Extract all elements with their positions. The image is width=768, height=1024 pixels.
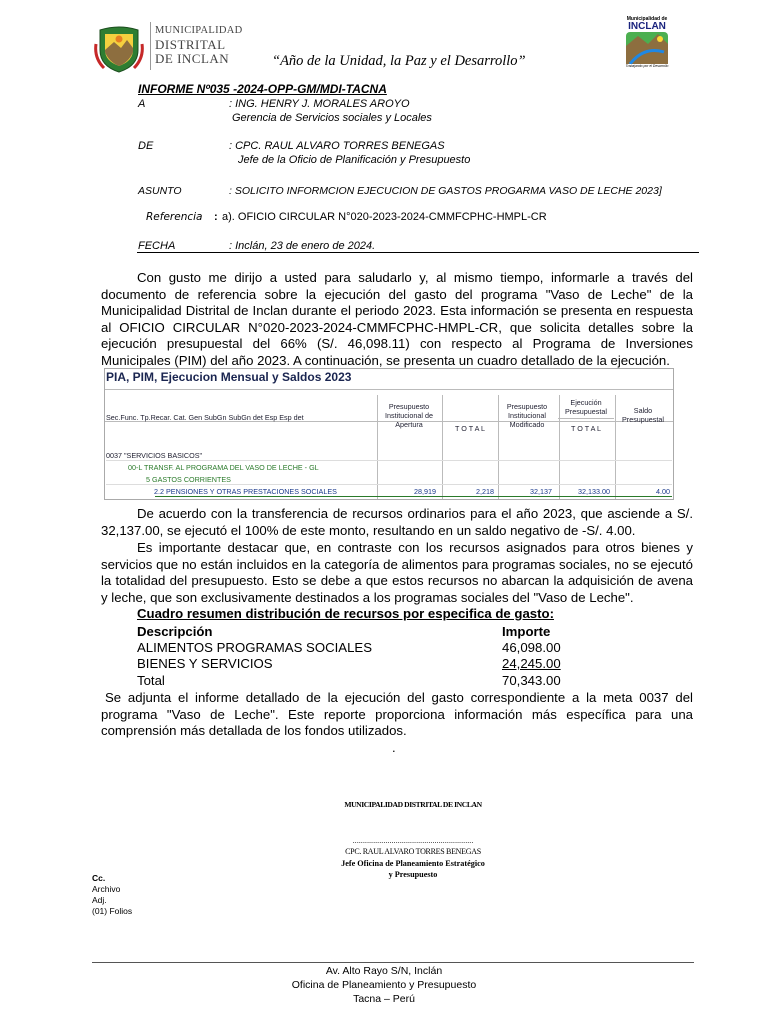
inclan-logo [620,16,674,76]
to-label: A [138,98,146,110]
summary-title: Cuadro resumen distribución de recursos por especifica de gasto: [137,606,554,621]
date-label: FECHA [138,240,176,252]
stray-dot: . [392,740,396,755]
header-pim: Presupuesto Institucional Modificado [506,402,548,429]
summary-row-amount: 46,098.00 [502,640,561,655]
table-code-headers: Sec.Func. Tp.Recar. Cat. Gen SubGn SubGn det Esp Esp det [106,413,304,422]
footer-city: Tacna – Perú [353,993,415,1005]
logo-landscape-icon [620,32,674,64]
value-ejecucion: 32,133.00 [578,487,610,496]
summary-row-amount: 24,245.00 [502,656,561,671]
value-total-1: 2,218 [476,487,494,496]
footer-rule [92,962,694,963]
table-title: PIA, PIM, Ejecucion Mensual y Saldos 2023 [106,370,352,384]
to-role: Gerencia de Servicios sociales y Locales [232,112,432,124]
header-pia: Presupuesto Institucional de Apertura [385,402,433,429]
reference-label: Referencia [146,211,203,223]
header-total-1: T O T A L [455,424,485,433]
year-motto: “Año de la Unidad, la Paz y el Desarrollo” [272,53,526,69]
summary-header-desc: Descripción [137,624,213,639]
summary-total-amount: 70,343.00 [502,673,561,688]
cc-archivo: Archivo [92,884,121,894]
cc-folios: (01) Folios [92,906,133,916]
row-gastos-corrientes: 5 GASTOS CORRIENTES [146,475,231,484]
municipal-crest-logo [94,24,144,74]
paragraph-transfer: De acuerdo con la transferencia de recursos ordinarios para el año 2023, que asciende a S/. 32,137.00, se ejecutó el 100% de este monto, resultando en un saldo negativo de -S/. 4.00. [101,506,693,538]
signature-name: CPC. RAUL ALVARO TORRES BENEGAS [345,847,481,856]
footer-address: Av. Alto Rayo S/N, Inclán [325,965,443,977]
muni-line-3: DE INCLAN [155,51,230,66]
cc-adj: Adj. [92,895,107,905]
from-label: DE [138,140,154,152]
summary-row-desc: ALIMENTOS PROGRAMAS SOCIALES [137,640,372,655]
reference-sep: : [214,211,218,223]
value-pim: 32,137 [530,487,552,496]
header-ejecucion: Ejecución Presupuestal [565,398,607,416]
paragraph-attachment: Se adjunta el informe detallado de la ejecución del gasto correspondiente a la meta 0037 del programa "Vaso de Leche". Este reporte proporciona información más específica para una comprensión más detallada de los fondos utilizados. [101,690,693,739]
report-title: INFORME Nº035 -2024-OPP-GM/MDI-TACNA [138,82,387,96]
header-divider [150,22,151,70]
summary-row-desc: BIENES Y SERVICIOS [137,656,273,671]
signature-role-2: y Presupuesto [388,870,438,879]
cc-label: Cc. [92,873,106,883]
row-pensiones: 2.2 PENSIONES Y OTRAS PRESTACIONES SOCIALES [154,487,337,496]
muni-line-2: DISTRITAL [155,37,226,52]
value-pia: 28,919 [414,487,436,496]
logo-slogan-text: Trabajando por el Desarrollo [625,64,669,68]
subject-value: : SOLICITO INFORMCION EJECUCION DE GASTOS PROGARMA VASO DE LECHE 2023] [229,185,662,197]
signature-dots: ........................................................... [352,836,474,845]
to-name: : ING. HENRY J. MORALES AROYO [229,98,410,110]
summary-total-label: Total [137,673,165,688]
header-saldo: Saldo Presupuestal [622,406,664,424]
signature-stamp: MUNICIPALIDAD DISTRITAL DE INCLAN [344,800,482,809]
reference-value: a). OFICIO CIRCULAR N°020-2023-2024-CMMFCPHC-HMPL-CR [222,211,547,223]
logo-name-text: INCLAN [628,21,666,32]
date-value: : Inclán, 23 de enero de 2024. [229,240,376,252]
from-name: : CPC. RAUL ALVARO TORRES BENEGAS [229,140,445,152]
muni-line-1: MUNICIPALIDAD [155,25,243,36]
value-saldo: 4.00 [656,487,670,496]
paragraph-intro: Con gusto me dirijo a usted para saludarlo y, al mismo tiempo, informarle a través del documento de referencia sobre la ejecución del gasto del programa "Vaso de Leche" de la Municipalidad Distrital de Inclan durante el periodo 2023. Esta información se presenta en respuesta al OFICIO CIRCULAR N°020-2023-2024-CMMFCPHC-HMPL-CR, que solicita detalles sobre la ejecución presupuestal del 66% (S/. 46,098.11) con respecto al Programa de Inversiones Municipales (PIM) del año 2023. A continuación, se presenta un cuadro detallado de la ejecución. [101,270,693,368]
from-role: Jefe de la Oficio de Planificación y Presupuesto [238,154,471,166]
row-transfer: 00-L TRANSF. AL PROGRAMA DEL VASO DE LECHE - GL [128,463,319,472]
municipality-name [155,24,243,66]
summary-header-amount: Importe [502,624,551,639]
footer-office: Oficina de Planeamiento y Presupuesto [291,979,477,991]
logo-top-text: Municipalidad de [626,16,668,22]
row-meta: 0037 "SERVICIOS BASICOS" [106,451,203,460]
paragraph-contrast: Es importante destacar que, en contraste con los recursos asignados para otros bienes y servicios que no están incluidos en la categoría de alimentos para programas sociales, no se ejecutó la totalidad del presupuesto. Esto se debe a que estos recursos no abarcan la adquisición de avena y leche, que son exclusivamente destinados a los programas sociales del "Vaso de Leche". [101,540,693,605]
header-total-2: T O T A L [571,424,601,433]
header-rule [137,252,699,253]
signature-role-1: Jefe Oficina de Planeamiento Estratégico [341,859,485,868]
subject-label: ASUNTO [138,185,182,197]
